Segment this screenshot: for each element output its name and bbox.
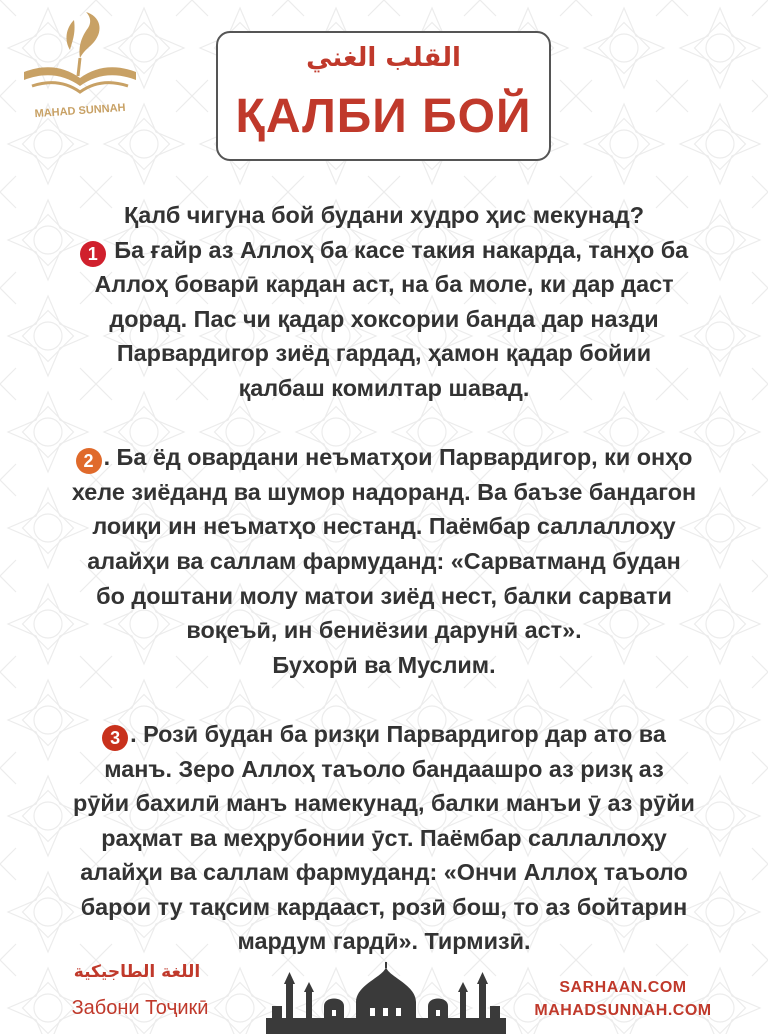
point2-line-4: алайҳи ва саллам фармуданд: «Сарватманд будан — [87, 547, 681, 574]
point3-line-1: 3 . Розӣ будан ба ризқи Парвардигор дар ато ва — [8, 717, 760, 752]
footer-language: Забони Тоҷикӣ — [71, 997, 209, 1019]
point3-line-4: раҳмат ва меҳрубонии ӯст. Паёмбар саллаллоҳу — [101, 824, 667, 851]
question-line: Қалб чигуна бой будани худро ҳис мекунад? — [123, 202, 644, 228]
point1-line-2: Аллоҳ боварӣ кардан аст, на ба моле, ки дар даст — [94, 271, 674, 298]
point1-line-4: Парвардигор зиёд гардад, ҳамон қадар бойии — [116, 340, 652, 367]
point2-line-1: 2 . Ба ёд овардани неъматҳои Парвардигор, ки онҳо — [8, 440, 760, 475]
point3-line-2: манъ. Зеро Аллоҳ таъоло бандаашро аз ризқ аз — [104, 755, 664, 782]
point2-line-7: Бухорӣ ва Муслим. — [272, 651, 496, 678]
page-title: ҚАЛБИ БОЙ — [235, 90, 532, 143]
website-link-sarhaan[interactable]: SARHAAN.COM — [559, 979, 687, 996]
point2-line-5: бо доштани молу матои зиёд нест, балки сарвати — [96, 582, 672, 609]
paragraph-gap — [8, 406, 760, 441]
point2-line-2: хеле зиёданд ва шумор надоранд. Ва баъзе бандагон — [71, 478, 697, 505]
footer-language-arabic: اللغة الطاجيكية — [73, 962, 201, 982]
mahad-sunnah-logo — [10, 6, 150, 124]
main-text — [8, 198, 760, 959]
point3-line-6: барои ту тақсим кардааст, розӣ бош, то аз бойтарин — [80, 893, 688, 920]
point1-line-5: қалбаш комилтар шавад. — [238, 374, 530, 401]
point2-line-3: лоиқи ин неъматҳо нестанд. Паёмбар саллаллоҳу — [92, 513, 676, 540]
point3-line-5: алайҳи ва саллам фармуданд: «Ончи Аллоҳ таъоло — [80, 859, 688, 886]
number-badge-3: 3 — [102, 725, 128, 751]
mosque-silhouette-icon — [266, 962, 506, 1034]
title-box — [216, 31, 551, 161]
website-link-mahadsunnah[interactable]: MAHADSUNNAH.COM — [534, 1002, 712, 1019]
number-badge-2: 2 — [76, 448, 102, 474]
svg-text:MAHAD SUNNAH: MAHAD SUNNAH — [34, 101, 126, 121]
point1-line-1: 1 Ба ғайр аз Аллоҳ ба касе такия накарда, танҳо ба — [8, 233, 760, 268]
point3-line-7: мардум гардӣ». Тирмизӣ. — [237, 928, 531, 955]
number-badge-1: 1 — [80, 241, 106, 267]
point1-line-3: дорад. Пас чи қадар хоксории банда дар назди — [109, 305, 659, 332]
point2-line-6: воқеъӣ, ин бениёзии дарунӣ аст». — [186, 617, 582, 644]
paragraph-gap — [8, 682, 760, 717]
title-arabic: القلب الغني — [306, 43, 461, 73]
point3-line-3: рӯйи бахилӣ манъ намекунад, балки манъи ӯ аз рӯйи — [73, 790, 695, 817]
